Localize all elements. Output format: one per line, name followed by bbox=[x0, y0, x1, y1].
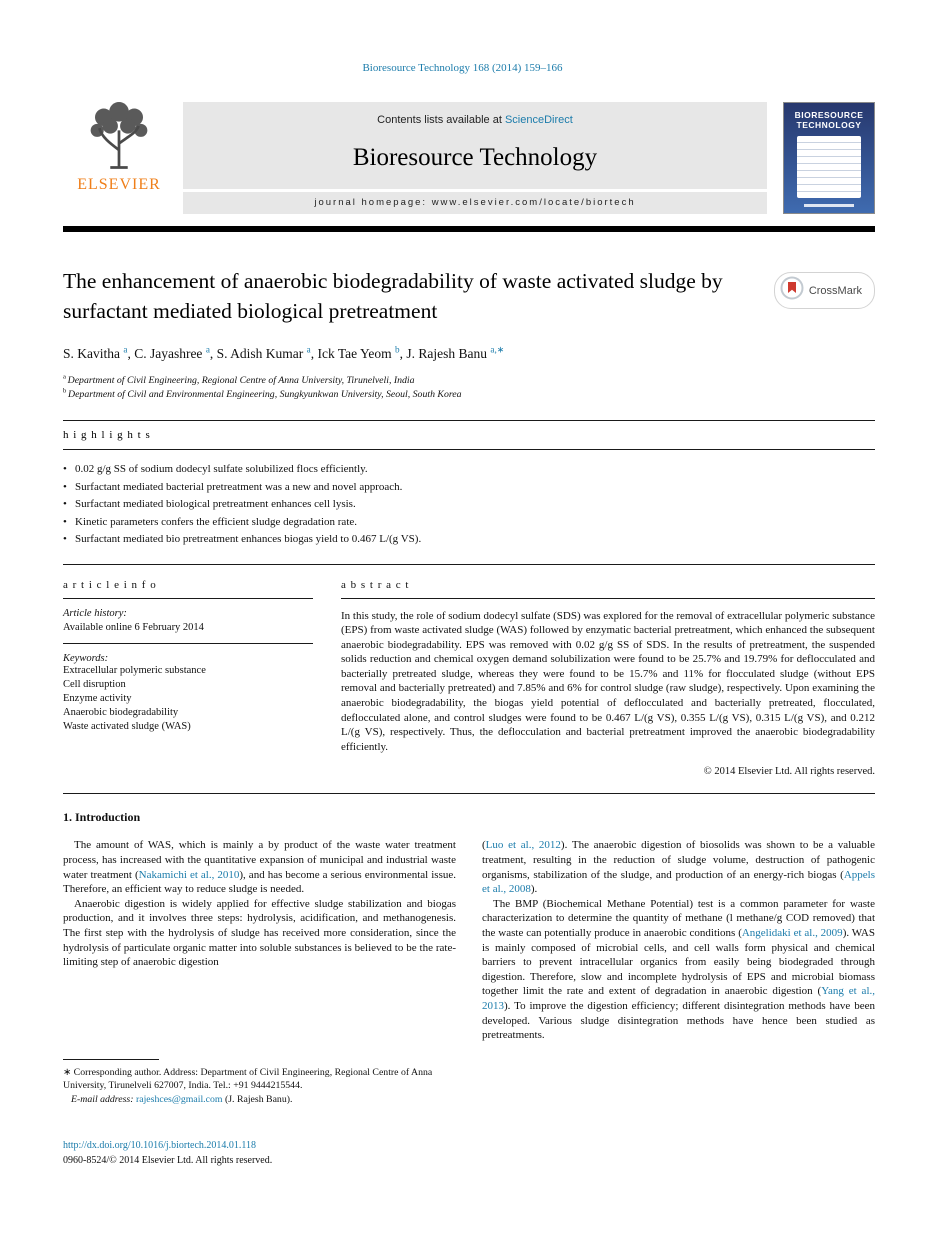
journal-cover-thumbnail[interactable] bbox=[783, 102, 875, 214]
article-title: The enhancement of anaerobic biodegradability of waste activated sludge by surfactant mediated biological pretreatment bbox=[63, 269, 723, 323]
doi-line bbox=[63, 1138, 875, 1153]
journal-citation-link[interactable]: Bioresource Technology 168 (2014) 159–166 bbox=[362, 62, 563, 74]
text-segment: Department of Civil Engineering, Regional Centre of Anna University, Tirunelveli, India bbox=[67, 375, 415, 386]
text-segment: ). To improve the digestion efficiency; different disintegration methods have been developed. Various sludge disintegration methods have hence been studied as pretreatments. bbox=[482, 999, 875, 1042]
authors-line bbox=[63, 346, 875, 362]
article-info-column bbox=[63, 575, 313, 778]
sciencedirect-link[interactable]: ScienceDirect bbox=[504, 114, 573, 126]
available-online: Available online 6 February 2014 bbox=[63, 622, 313, 644]
keywords-label: Keywords: bbox=[63, 652, 109, 664]
text-segment: E-mail address: bbox=[71, 1094, 136, 1106]
crossmark-icon bbox=[780, 276, 804, 305]
corresponding-author-footnote bbox=[63, 1059, 456, 1106]
author-affil-sup[interactable]: b bbox=[395, 344, 400, 355]
copyright-line: © 2014 Elsevier Ltd. All rights reserved. bbox=[703, 766, 875, 778]
divider bbox=[63, 449, 875, 450]
highlight-item: • Surfactant mediated bacterial pretreatment was a new and novel approach. bbox=[63, 480, 875, 496]
text-segment: Anaerobic digestion is widely applied for effective sludge stabilization and biogas production, and it involves three steps: hydrolysis, acidification, and methanogenesis. The first step with the hydrolysis of sludge has received more consideration, since the hydrolysis of particulate organic matter into soluble substances is believed to be the rate-limiting step of anaerobic digestion bbox=[63, 897, 456, 969]
cover-title-line1: BIORESOURCE bbox=[794, 110, 864, 120]
affiliation-a bbox=[63, 374, 875, 388]
doi-block bbox=[63, 1138, 875, 1168]
abstract-column bbox=[341, 575, 875, 778]
info-abstract-block bbox=[63, 575, 875, 778]
keyword: Cell disruption bbox=[63, 678, 126, 690]
citation-link[interactable]: Appels et al., 2008 bbox=[482, 868, 875, 896]
abstract-heading: a b s t r a c t bbox=[341, 575, 875, 599]
highlights-list bbox=[63, 462, 875, 548]
highlight-item: • 0.02 g/g SS of sodium dodecyl sulfate solubilized flocs efficiently. bbox=[63, 462, 875, 478]
cover-title-line2: TECHNOLOGY bbox=[796, 120, 862, 130]
contents-prefix: Contents lists available at bbox=[377, 114, 505, 126]
author-affil-sup[interactable]: a bbox=[123, 344, 128, 355]
elsevier-tree-icon bbox=[86, 102, 152, 174]
text-segment: a bbox=[63, 373, 68, 381]
crossmark-label: CrossMark bbox=[808, 284, 862, 297]
paragraph bbox=[482, 897, 875, 1043]
text-segment: ). WAS is mainly composed of microbial cells, and cell walls form physical and chemical barriers to prevent intracellular organics from easily being biodegraded through digestion. Therefore, slow and incomplete hydrolysis of EPS and microbial biomass together limit the rate and extent of degradation in anaerobic digestion ( bbox=[482, 927, 875, 998]
text-segment: ( bbox=[482, 839, 486, 852]
cover-footer-bar bbox=[804, 204, 854, 207]
keyword: Enzyme activity bbox=[63, 692, 132, 704]
footnote-divider bbox=[63, 1059, 159, 1060]
text-segment: Department of Civil and Environmental Engineering, Sungkyunkwan University, Seoul, South Korea bbox=[68, 389, 462, 400]
elsevier-logo[interactable] bbox=[63, 102, 175, 214]
text-segment: ). bbox=[530, 883, 538, 896]
text-segment: , S. Adish Kumar bbox=[209, 346, 307, 361]
body-columns bbox=[63, 838, 875, 1106]
text-segment: ), and has become a serious environmental issue. Therefore, an efficient way to reduce sludge is needed. bbox=[63, 868, 456, 896]
text-segment: The BMP (Biochemical Methane Potential) test is a common parameter for waste characterization to determine the quantity of methane (l methane/g COD removed) that the waste can potentially produce in anaerobic conditions ( bbox=[482, 897, 875, 939]
body-column-right bbox=[482, 838, 875, 1106]
highlight-item: • Kinetic parameters confers the efficient sludge degradation rate. bbox=[63, 515, 875, 531]
journal-header bbox=[63, 102, 875, 214]
paragraph bbox=[482, 838, 875, 896]
doi-link[interactable]: http://dx.doi.org/10.1016/j.biortech.2014.01.118 bbox=[63, 1140, 257, 1152]
text-segment: (J. Rajesh Banu). bbox=[222, 1094, 293, 1106]
highlight-item: • Surfactant mediated bio pretreatment enhances biogas yield to 0.467 L/(g VS). bbox=[63, 532, 875, 548]
text-segment: The amount of WAS, which is mainly a by product of the waste water treatment process, has increased with the quantitative expansion of municipal and industrial waste water treatment ( bbox=[63, 839, 456, 881]
author-affil-sup[interactable]: a bbox=[306, 344, 311, 355]
divider bbox=[63, 793, 875, 794]
abstract-text: In this study, the role of sodium dodecyl sulfate (SDS) was explored for the removal of extracellular polymeric substance (EPS) from waste activated sludge (WAS) followed by enzymatic bacterial pretreatment, which enhanced the subsequent anaerobic biodegradability. EPS was removed with 0.02 g/g SS of SDS. In the results of pretreatment, the suspended solids reduction and chemical oxygen demand solubilization were found to be 25.7% and 19.79% for deflocculated and bacterially pretreated sludge, whereas they were found to be 15.7% and 11% for flocculated sludge (without EPS removal and bacterially pretreated) and 7.85% and 6% for control sludge (raw sludge), respectively. Upon examining the anaerobic biodegradability, the biogas yield potential of deflocculated and bacterially pretreated, flocculated, deflocculated alone, and control sludges were found to be 0.467 L/(g VS), 0.355 L/(g VS), 0.315 L/(g VS), and 0.212 L/(g VS), respectively. Thus, the deflocculation and bacterial pretreatment improved the anaerobic biodegradability efficiently. bbox=[341, 609, 875, 753]
author-affil-sup[interactable]: a bbox=[205, 344, 210, 355]
text-segment: S. Kavitha bbox=[63, 346, 124, 361]
text-segment: ∗ Corresponding author. Address: Department of Civil Engineering, Regional Centre of Anna University, Tirunelveli 627007, India. Tel.: +91 9444215544. bbox=[63, 1067, 433, 1092]
elsevier-wordmark: ELSEVIER bbox=[77, 176, 161, 193]
divider bbox=[63, 420, 875, 421]
crossmark-badge[interactable] bbox=[774, 272, 875, 309]
footnote-line2 bbox=[63, 1093, 456, 1106]
journal-homepage-link[interactable]: journal homepage: www.elsevier.com/locate/biortech bbox=[183, 189, 767, 214]
highlights-heading: h i g h l i g h t s bbox=[63, 429, 151, 441]
text-segment: b bbox=[63, 387, 68, 395]
divider bbox=[63, 564, 875, 565]
article-history-label: Article history: bbox=[63, 607, 127, 619]
footnote-line1 bbox=[63, 1066, 456, 1092]
corresponding-author-sup[interactable]: a,∗ bbox=[490, 344, 505, 355]
citation-link[interactable]: Luo et al., 2012 bbox=[485, 839, 561, 852]
text-segment: , Ick Tae Yeom bbox=[310, 346, 396, 361]
paragraph bbox=[63, 897, 456, 970]
text-segment: , C. Jayashree bbox=[127, 346, 206, 361]
title-block bbox=[63, 266, 875, 326]
body-column-left bbox=[63, 838, 456, 1106]
citation-link[interactable]: Angelidaki et al., 2009 bbox=[741, 927, 843, 939]
journal-banner bbox=[183, 102, 767, 214]
keyword: Extracellular polymeric substance bbox=[63, 664, 206, 676]
contents-line bbox=[183, 102, 767, 126]
issn-line: 0960-8524/© 2014 Elsevier Ltd. All rights reserved. bbox=[63, 1155, 273, 1167]
section-heading-introduction: 1. Introduction bbox=[63, 810, 141, 825]
citation-link[interactable]: Nakamichi et al., 2010 bbox=[138, 868, 240, 881]
affiliation-b bbox=[63, 388, 875, 402]
cover-graphic bbox=[797, 136, 861, 198]
citation-link[interactable]: Yang et al., 2013 bbox=[482, 985, 875, 1012]
highlight-item: • Surfactant mediated biological pretreatment enhances cell lysis. bbox=[63, 497, 875, 513]
journal-name: Bioresource Technology bbox=[352, 143, 598, 171]
text-segment: ). The anaerobic digestion of biosolids was shown to be a valuable treatment, resulting in the reduction of sludge volume, destruction of pathogenic organisms, stabilization of the sludge, and production of an energy-rich biogas ( bbox=[482, 839, 875, 881]
keyword: Anaerobic biodegradability bbox=[63, 706, 179, 718]
article-info-heading: a r t i c l e i n f o bbox=[63, 575, 313, 599]
email-link[interactable]: rajeshces@gmail.com bbox=[135, 1094, 223, 1106]
text-segment: , J. Rajesh Banu bbox=[399, 346, 491, 361]
keyword: Waste activated sludge (WAS) bbox=[63, 720, 191, 732]
header-divider-bar bbox=[63, 226, 875, 232]
paragraph bbox=[63, 838, 456, 896]
affiliations bbox=[63, 374, 875, 402]
